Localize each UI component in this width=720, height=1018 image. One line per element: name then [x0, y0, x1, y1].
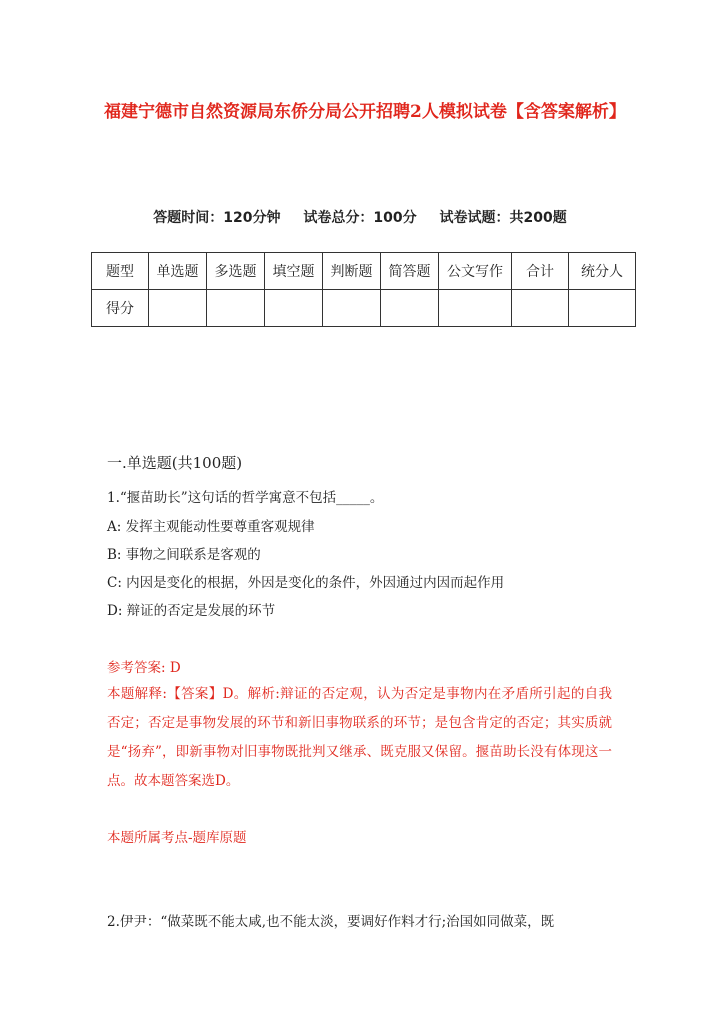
- header-cell: 填空题: [265, 253, 323, 290]
- question-1-answer: 参考答案: D: [107, 660, 181, 676]
- header-cell: 公文写作: [439, 253, 512, 290]
- score-table: [91, 252, 636, 327]
- score-cell[interactable]: [207, 290, 265, 327]
- exam-meta: [0, 207, 720, 227]
- question-1-explanation: 本题解释:【答案】D。解析:辩证的否定观，认为否定是事物内在矛盾所引起的自我否定；否定是事物发展的环节和新旧事物联系的环节；是包含肯定的否定；其实质就是“扬弃”，即新事物对旧事物既批判又继承、既克服又保留。揠苗助长没有体现这一点。故本题答案选D。: [107, 686, 612, 789]
- score-cell[interactable]: [512, 290, 569, 327]
- document-title: 福建宁德市自然资源局东侨分局公开招聘2人模拟试卷【含答案解析】: [104, 102, 626, 122]
- score-cell[interactable]: [323, 290, 381, 327]
- score-cell[interactable]: [439, 290, 512, 327]
- exam-question-count: 试卷试题：共200题: [439, 210, 567, 226]
- score-cell[interactable]: [381, 290, 439, 327]
- score-cell[interactable]: [149, 290, 207, 327]
- header-cell: 统分人: [569, 253, 636, 290]
- header-cell: 简答题: [381, 253, 439, 290]
- question-1-option-d: D: 辩证的否定是发展的环节: [107, 603, 276, 619]
- header-cell: 多选题: [207, 253, 265, 290]
- question-1-stem: 1.“揠苗助长”这句话的哲学寓意不包括_____。: [107, 490, 384, 506]
- exam-time: 答题时间：120分钟: [153, 210, 281, 226]
- exam-total-score: 试卷总分：100分: [303, 210, 417, 226]
- header-cell: 判断题: [323, 253, 381, 290]
- question-1-option-b: B: 事物之间联系是客观的: [107, 547, 261, 563]
- section-title: 一.单选题(共100题): [107, 454, 243, 472]
- header-cell: 题型: [92, 253, 149, 290]
- question-2-stem: 2.伊尹：“做菜既不能太咸,也不能太淡，要调好作料才行;治国如同做菜，既: [107, 914, 555, 930]
- score-cell[interactable]: [569, 290, 636, 327]
- question-1-option-c: C: 内因是变化的根据，外因是变化的条件，外因通过内因而起作用: [107, 575, 505, 591]
- score-table-score-row: [92, 290, 636, 327]
- score-table-header-row: [92, 253, 636, 290]
- score-cell[interactable]: [265, 290, 323, 327]
- header-cell: 合计: [512, 253, 569, 290]
- score-row-label: 得分: [92, 290, 149, 327]
- question-1-option-a: A: 发挥主观能动性要尊重客观规律: [107, 519, 315, 535]
- header-cell: 单选题: [149, 253, 207, 290]
- question-1-source: 本题所属考点-题库原题: [107, 830, 247, 846]
